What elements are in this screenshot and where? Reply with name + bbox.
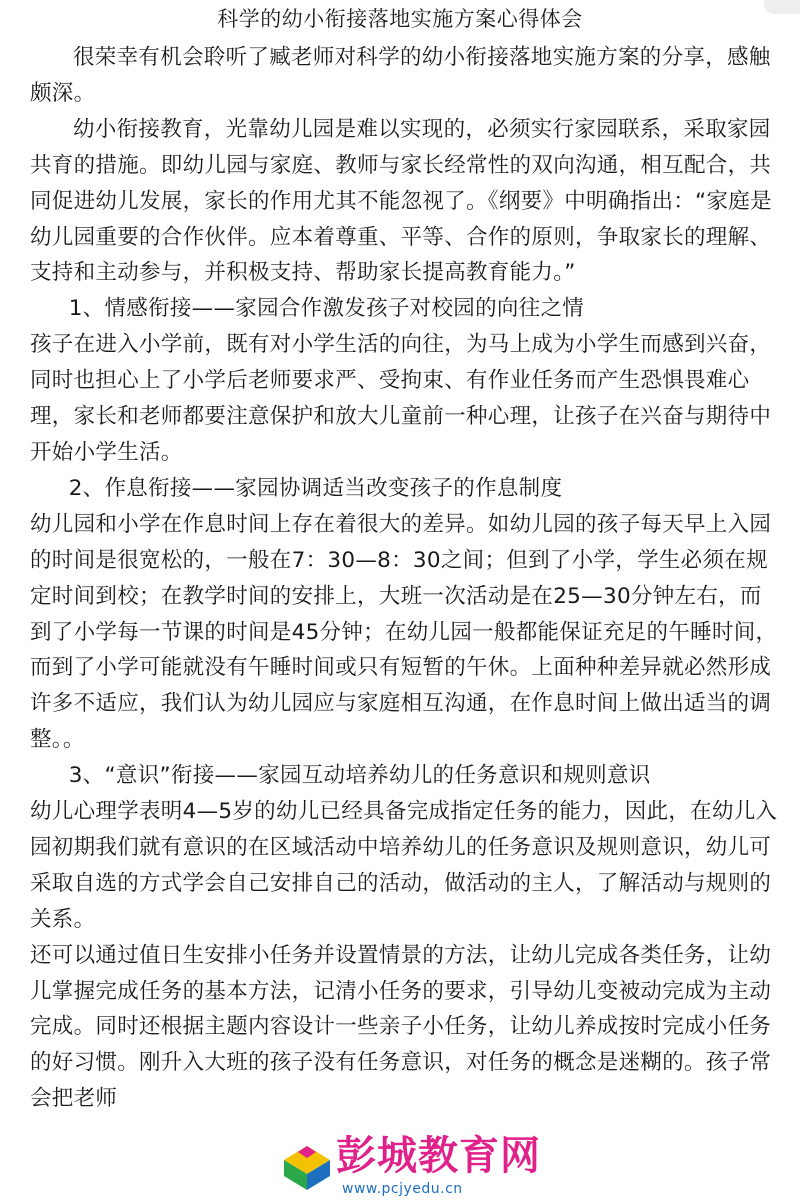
site-watermark	[280, 1130, 541, 1204]
watermark-url: www.pcjyedu.cn	[342, 1181, 463, 1197]
background-paragraph: 幼小衔接教育，光靠幼儿园是难以实现的，必须实行家园联系，采取家园共育的措施。即幼儿园与家庭、教师与家长经常性的双向沟通，相互配合，共同促进幼儿发展，家长的作用尤其不能忽视了。《纲要》中明确指出：“家庭是幼儿园重要的合作伙伴。应本着尊重、平等、合作的原则，争取家长的理解、支持和主动参与，并积极支持、帮助家长提高教育能力。”	[30, 116, 772, 286]
section-heading-2: 2、作息衔接——家园协调适当改变孩子的作息制度	[68, 475, 563, 501]
intro-paragraph: 很荣幸有机会聆听了臧老师对科学的幼小衔接落地实施方案的分享，感触颇深。	[30, 45, 771, 106]
section-3-paragraph: 幼儿心理学表明4—5岁的幼儿已经具备完成指定任务的能力，因此，在幼儿入园初期我们就有意识的在区域活动中培养幼儿的任务意识及规则意识，幼儿可采取自选的方式学会自己安排自己的活动，做活动的主人，了解活动与规则的关系。	[30, 799, 778, 932]
document-title: 科学的幼小衔接落地实施方案心得体会	[217, 7, 583, 31]
section-2-paragraph: 幼儿园和小学在作息时间上存在着很大的差异。如幼儿园的孩子每天早上入园的时间是很宽松的，一般在7：30—8：30之间；但到了小学，学生必须在规定时间到校；在教学时间的安排上，大班一次活动是在25—30分钟左右，而到了小学每一节课的时间是45分钟；在幼儿园一般都能保证充足的午睡时间，而到了小学可能就没有午睡时间或只有短暂的午休。上面种种差异就必然形成许多不适应，我们认为幼儿园应与家庭相互沟通，在作息时间上做出适当的调整。。	[30, 511, 778, 753]
book-logo-icon	[280, 1140, 334, 1194]
section-heading-3: 3、“意识”衔接——家园互动培养幼儿的任务意识和规则意识	[68, 763, 651, 789]
document-body	[30, 40, 778, 1117]
section-heading-1: 1、情感衔接——家园合作激发孩子对校园的向往之情	[68, 296, 585, 322]
section-1-paragraph: 孩子在进入小学前，既有对小学生活的向往，为马上成为小学生而感到兴奋，同时也担心上了小学后老师要求严、受拘束、有作业任务而产生恐惧畏难心理，家长和老师都要注意保护和放大儿童前一种心理，让孩子在兴奋与期待中开始小学生活。	[30, 332, 772, 465]
section-3-paragraph-continued: 还可以通过值日生安排小任务并设置情景的方法，让幼儿完成各类任务，让幼儿掌握完成任务的基本方法，记清小任务的要求，引导幼儿变被动完成为主动完成。同时还根据主题内容设计一些亲子小任务，让幼儿养成按时完成小任务的好习惯。刚升入大班的孩子没有任务意识，对任务的概念是迷糊的。孩子常会把老师	[30, 942, 772, 1112]
watermark-text: 彭城教育网	[336, 1133, 541, 1179]
